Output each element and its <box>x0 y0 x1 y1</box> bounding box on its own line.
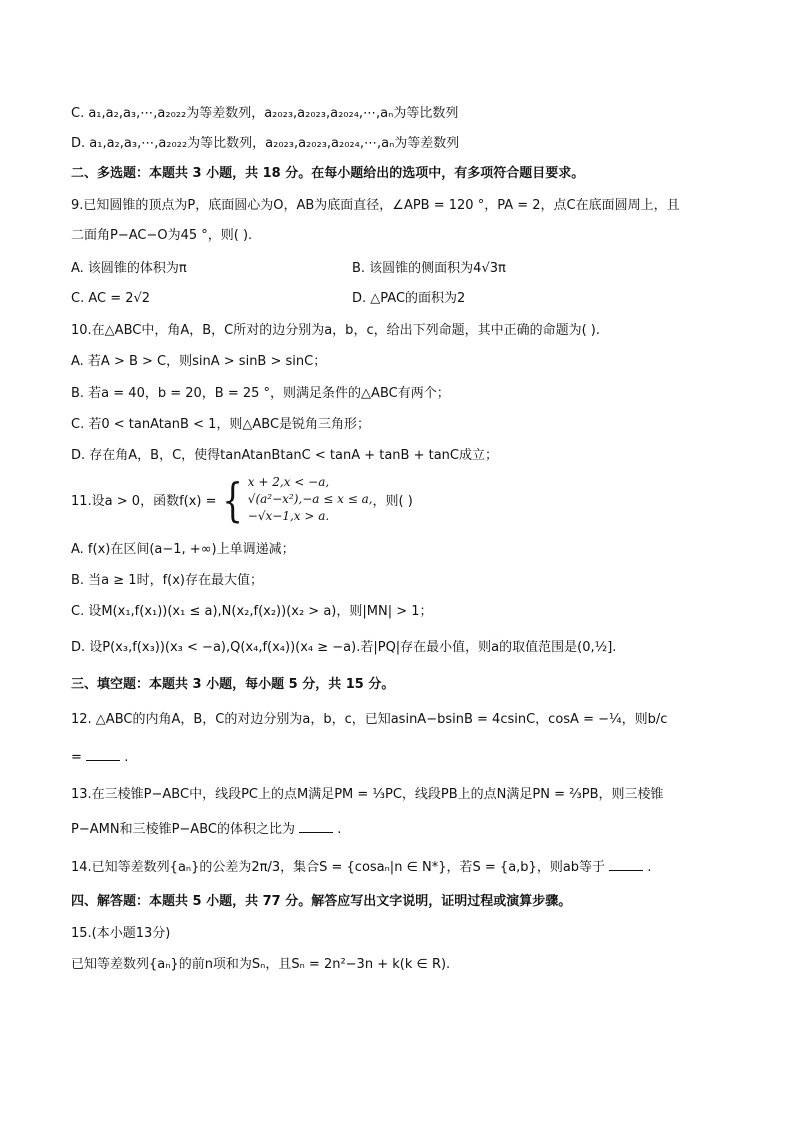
piecewise-brace: { <box>221 472 243 527</box>
q10-option-b: B. 若a = 40，b = 20，B = 25 °，则满足条件的△ABC有两个； <box>71 386 450 401</box>
q11-prefix: 11.设a > 0，函数f(x) = <box>71 494 217 509</box>
question-12-line2 <box>71 748 128 767</box>
question-9-line2: 二面角P−AC−O为45 °，则( ). <box>71 228 253 243</box>
q9-option-a: A. 该圆锥的体积为π <box>71 261 187 276</box>
question-10: 10.在△ABC中，角A，B，C所对的边分别为a，b，c，给出下列命题，其中正确的命题为( ). <box>71 323 600 338</box>
question-15-body: 已知等差数列{aₙ}的前n项和为Sₙ，且Sₙ = 2n²−3n + k(k ∈ R). <box>71 957 451 972</box>
q11-option-a: A. f(x)在区间(a−1, +∞)上单调递减； <box>71 542 295 557</box>
q9-option-b: B. 该圆锥的侧面积为4√3π <box>352 261 506 276</box>
q11-suffix: ，则( ) <box>372 494 413 509</box>
q12-period: . <box>124 750 129 765</box>
q12-equals: = <box>71 750 82 765</box>
option-c-q8: C. a₁,a₂,a₃,⋯,a₂₀₂₂为等差数列，a₂₀₂₃,a₂₀₂₃,a₂₀₂₄,⋯,aₙ为等比数列 <box>71 106 459 121</box>
section-heading-solutions: 四、解答题：本题共 5 小题，共 77 分。解答应写出文字说明，证明过程或演算步骤。 <box>71 894 572 909</box>
q14-period: . <box>647 860 652 875</box>
case-2: √(a²−x²),−a ≤ x ≤ a, <box>247 492 373 506</box>
q10-option-c: C. 若0 < tanAtanB < 1，则△ABC是锐角三角形； <box>71 417 371 432</box>
question-11 <box>71 474 413 525</box>
option-d-q8: D. a₁,a₂,a₃,⋯,a₂₀₂₂为等比数列，a₂₀₂₃,a₂₀₂₃,a₂₀₂₄,⋯,aₙ为等差数列 <box>71 136 460 151</box>
section-heading-fill-in: 三、填空题：本题共 3 小题，每小题 5 分，共 15 分。 <box>71 677 395 692</box>
question-14 <box>71 858 651 877</box>
q13-text: P−AMN和三棱锥P−ABC的体积之比为 <box>71 822 295 837</box>
q14-text: 14.已知等差数列{aₙ}的公差为2π/3，集合S = {cosaₙ|n ∈ N*}，若S = {a,b}，则ab等于 <box>71 860 606 875</box>
question-13-line1: 13.在三棱锥P−ABC中，线段PC上的点M满足PM = ⅓PC，线段PB上的点N满足PN = ⅔PB，则三棱锥 <box>71 787 664 802</box>
q11-option-b: B. 当a ≥ 1时，f(x)存在最大值； <box>71 573 263 588</box>
q9-option-c: C. AC = 2√2 <box>71 291 151 306</box>
question-15-header: 15.(本小题13分) <box>71 926 171 941</box>
q13-period: . <box>337 822 342 837</box>
case-3: −√x−1,x > a. <box>247 509 330 523</box>
piecewise-cases <box>248 474 373 525</box>
q11-option-d: D. 设P(x₃,f(x₃))(x₃ < −a),Q(x₄,f(x₄))(x₄ ≥ −a).若|PQ|存在最小值，则a的取值范围是(0,½]. <box>71 640 617 655</box>
q10-option-d: D. 存在角A，B，C，使得tanAtanBtanC < tanA + tanB + tanC成立； <box>71 448 499 463</box>
question-9-line1: 9.已知圆锥的顶点为P，底面圆心为O，AB为底面直径，∠APB = 120 °，PA = 2，点C在底面圆周上，且 <box>71 198 680 213</box>
q10-option-a: A. 若A > B > C，则sinA > sinB > sinC； <box>71 354 327 369</box>
q9-option-d: D. △PAC的面积为2 <box>352 291 466 306</box>
q14-answer-blank <box>609 858 643 871</box>
question-12-line1: 12. △ABC的内角A，B，C的对边分别为a，b，c，已知asinA−bsinB = 4csinC，cosA = −¼，则b/c <box>71 712 668 727</box>
q11-option-c: C. 设M(x₁,f(x₁))(x₁ ≤ a),N(x₂,f(x₂))(x₂ > a)，则|MN| > 1； <box>71 604 433 619</box>
q12-answer-blank <box>86 748 120 761</box>
q13-answer-blank <box>299 820 333 833</box>
section-heading-multiple-choice: 二、多选题：本题共 3 小题，共 18 分。在每小题给出的选项中，有多项符合题目要求。 <box>71 166 585 181</box>
question-13-line2 <box>71 820 341 839</box>
case-1: x + 2,x < −a, <box>247 475 330 489</box>
